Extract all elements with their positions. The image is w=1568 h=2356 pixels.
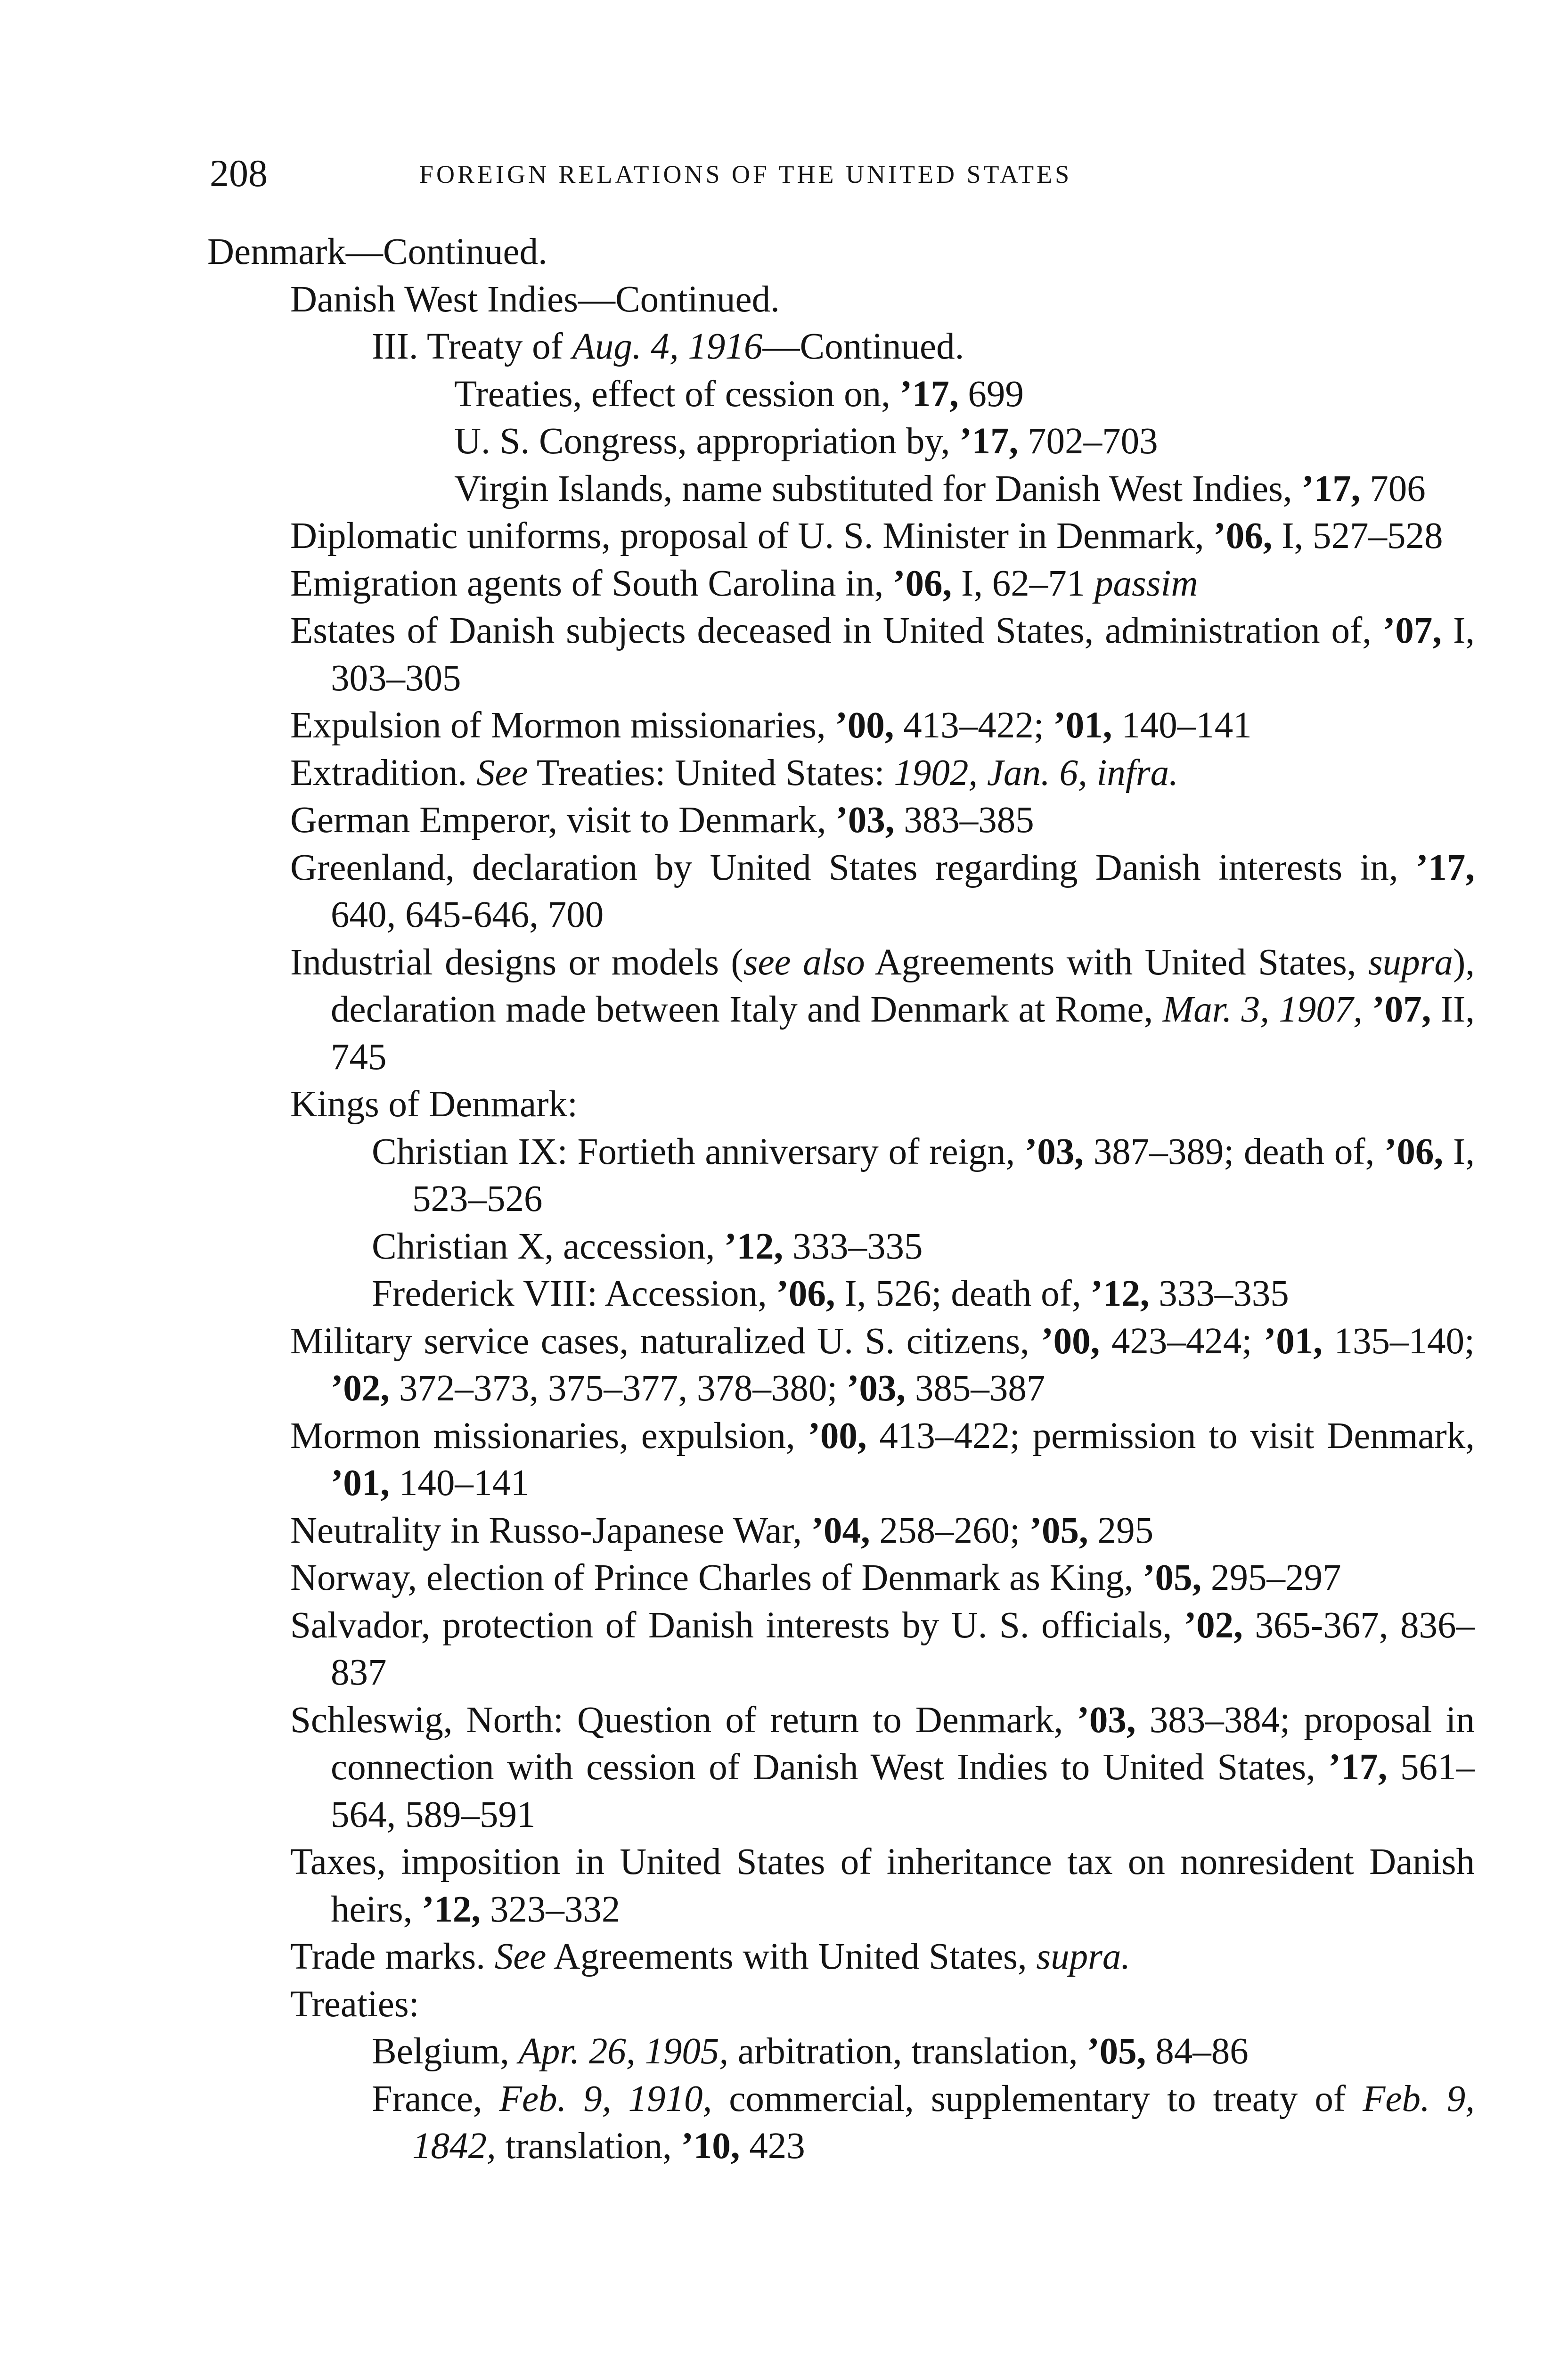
index-entry-us-congress-appropriation: U. S. Congress, appropriation by, ’17, 702–703 — [454, 421, 1158, 462]
index-entry-christian-ix: Christian IX: Fortieth anniversary of reign, ’03, 387–389; death of, ’06, I, 523–526 — [372, 1131, 1475, 1219]
index-entry-salvador: Salvador, protection of Danish interests by U. S. officials, ’02, 365-367, 836–837 — [290, 1604, 1475, 1693]
index-entry-frederick-viii: Frederick VIII: Accession, ’06, I, 526; death of, ’12, 333–335 — [372, 1273, 1289, 1314]
index-entry-virgin-islands: Virgin Islands, name substituted for Danish West Indies, ’17, 706 — [454, 468, 1426, 509]
page-number: 208 — [210, 152, 268, 195]
index-entry-treaty-france: France, Feb. 9, 1910, commercial, supplementary to treaty of Feb. 9, 1842, translation, ’10, 423 — [372, 2078, 1475, 2167]
index-entry-german-emperor: German Emperor, visit to Denmark, ’03, 383–385 — [290, 800, 1034, 841]
index-entry-greenland: Greenland, declaration by United States regarding Danish interests in, ’17, 640, 645-646, 700 — [290, 847, 1475, 935]
index-entry-treaties: Treaties: — [290, 1983, 419, 2025]
running-header — [210, 150, 1524, 202]
index-entry-trade-marks: Trade marks. See Agreements with United States, supra. — [290, 1936, 1131, 1977]
index-entry-industrial-designs: Industrial designs or models (see also Agreements with United States, supra), declaration made between Italy and Denmark at Rome, Mar. 3, 1907, ’07, II, 745 — [290, 941, 1475, 1078]
index-entry-danish-west-indies: Danish West Indies—Continued. — [290, 278, 780, 320]
index-entry-denmark-continued: Denmark—Continued. — [207, 231, 547, 272]
index-entry-schleswig-north: Schleswig, North: Question of return to Denmark, ’03, 383–384; proposal in connection with cession of Danish West Indies to United States, ’17, 561–564, 589–591 — [290, 1699, 1475, 1835]
index-entry-norway: Norway, election of Prince Charles of Denmark as King, ’05, 295–297 — [290, 1557, 1341, 1598]
index-entry-treaty-aug-4-1916: III. Treaty of Aug. 4, 1916—Continued. — [372, 326, 964, 367]
index-entry-extradition: Extradition. See Treaties: United States: 1902, Jan. 6, infra. — [290, 752, 1178, 794]
index-entry-treaties-effect-of-cession: Treaties, effect of cession on, ’17, 699 — [454, 373, 1024, 415]
index-entry-military-service-cases: Military service cases, naturalized U. S. citizens, ’00, 423–424; ’01, 135–140; ’02, 372–373, 375–377, 378–380; ’03, 385–387 — [290, 1320, 1475, 1409]
index-entries — [207, 229, 1475, 2170]
index-entry-kings-of-denmark: Kings of Denmark: — [290, 1084, 578, 1125]
index-entry-diplomatic-uniforms: Diplomatic uniforms, proposal of U. S. Minister in Denmark, ’06, I, 527–528 — [290, 515, 1443, 556]
index-entry-taxes: Taxes, imposition in United States of inheritance tax on nonresident Danish heirs, ’12, 323–332 — [290, 1841, 1475, 1930]
index-entry-mormon-missionaries: Mormon missionaries, expulsion, ’00, 413–422; permission to visit Denmark, ’01, 140–141 — [290, 1415, 1475, 1504]
index-entry-christian-x: Christian X, accession, ’12, 333–335 — [372, 1226, 923, 1267]
index-entry-expulsion-of-mormon-missionaries: Expulsion of Mormon missionaries, ’00, 413–422; ’01, 140–141 — [290, 705, 1252, 746]
index-entry-treaty-belgium: Belgium, Apr. 26, 1905, arbitration, translation, ’05, 84–86 — [372, 2031, 1249, 2072]
index-entry-neutrality: Neutrality in Russo-Japanese War, ’04, 258–260; ’05, 295 — [290, 1510, 1154, 1551]
index-entry-emigration-agents: Emigration agents of South Carolina in, ’06, I, 62–71 passim — [290, 563, 1198, 604]
index-entry-estates-of-danish-subjects: Estates of Danish subjects deceased in United States, administration of, ’07, I, 303–305 — [290, 610, 1475, 699]
running-title: FOREIGN RELATIONS OF THE UNITED STATES — [419, 160, 1072, 188]
